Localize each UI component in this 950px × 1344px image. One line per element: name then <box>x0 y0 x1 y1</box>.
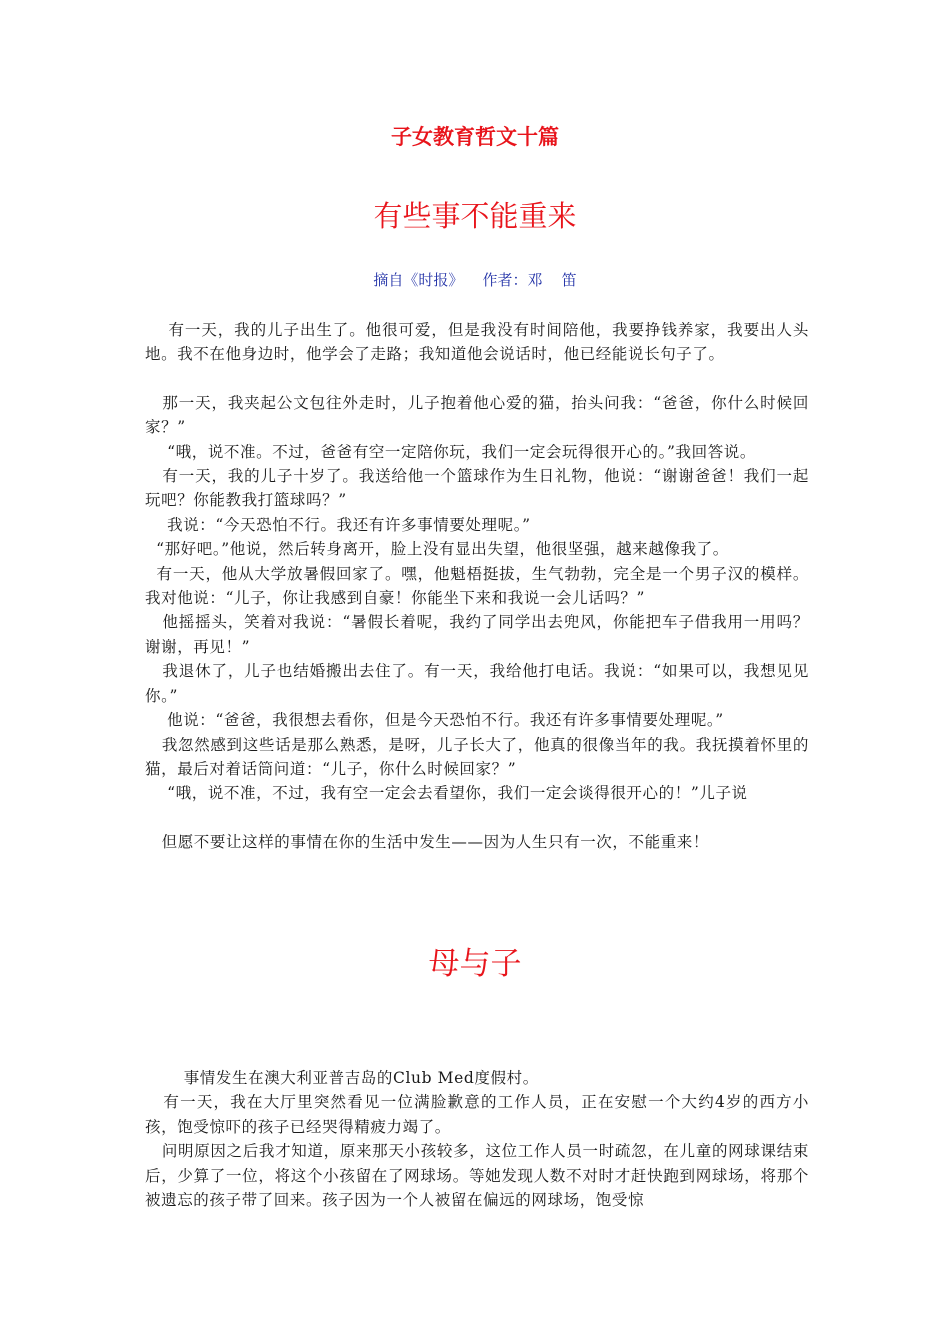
paragraph: “哦，说不准。不过，爸爸有空一定陪你玩，我们一定会玩得很开心的。”我回答说。 <box>145 442 757 461</box>
paragraph: 有一天，我的儿子出生了。他很可爱，但是我没有时间陪他，我要挣钱养家，我要出人头地。我不在他身边时，他学会了走路；我知道他会说话时，他已经能说长句子了。 <box>145 321 810 364</box>
story-byline: 摘自《时报》 作者：邓 笛 <box>373 271 577 289</box>
document-title: 子女教育哲文十篇 <box>391 124 559 149</box>
paragraph: 有一天，我的儿子十岁了。我送给他一个篮球作为生日礼物，他说：“谢谢爸爸！我们一起玩吧？你能教我打篮球吗？” <box>145 467 809 510</box>
story-title: 母与子 <box>428 946 522 982</box>
paragraph: 我退休了，儿子也结婚搬出去住了。有一天，我给他打电话。我说：“如果可以，我想见见你。” <box>145 662 809 705</box>
paragraph: 我说：“今天恐怕不行。我还有许多事情要处理呢。” <box>145 515 531 534</box>
story-body <box>145 1066 809 1212</box>
paragraph: 事情发生在澳大利亚普吉岛的Club Med度假村。 <box>145 1069 539 1087</box>
paragraph: 那一天，我夹起公文包往外走时，儿子抱着他心爱的猫，抬头问我：“爸爸，你什么时候回家？” <box>145 393 809 437</box>
paragraph: 他说：“爸爸，我很想去看你，但是今天恐怕不行。我还有许多事情要处理呢。” <box>145 711 724 730</box>
paragraph: 问明原因之后我才知道，原来那天小孩较多，这位工作人员一时疏忽，在儿童的网球课结束后，少算了一位，将这个小孩留在了网球场。等她发现人数不对时才赶快跑到网球场，将那个被遗忘的孩子带了回来。孩子因为一个人被留在偏远的网球场，饱受惊 <box>145 1142 809 1210</box>
story-body <box>145 318 809 854</box>
paragraph: 有一天，他从大学放暑假回家了。嘿，他魁梧挺拔，生气勃勃，完全是一个男子汉的模样。我对他说：“儿子，你让我感到自豪！你能坐下来和我说一会儿话吗？” <box>145 564 809 608</box>
paragraph: 我忽然感到这些话是那么熟悉，是呀，儿子长大了，他真的很像当年的我。我抚摸着怀里的猫，最后对着话筒问道：“儿子，你什么时候回家？” <box>145 735 809 778</box>
paragraph: 有一天，我在大厅里突然看见一位满脸歉意的工作人员，正在安慰一个大约4岁的西方小孩，饱受惊吓的孩子已经哭得精疲力竭了。 <box>145 1093 809 1136</box>
paragraph: 他摇摇头，笑着对我说：“暑假长着呢，我约了同学出去兜风，你能把车子借我用一用吗？谢谢，再见！” <box>145 613 809 656</box>
paragraph: “哦，说不准，不过，我有空一定会去看望你，我们一定会谈得很开心的！”儿子说 <box>145 784 748 803</box>
paragraph: “那好吧。”他说，然后转身离开，脸上没有显出失望，他很坚强，越来越像我了。 <box>145 540 729 559</box>
story-title: 有些事不能重来 <box>373 199 577 233</box>
closing-paragraph: 但愿不要让这样的事情在你的生活中发生——因为人生只有一次，不能重来！ <box>145 832 709 851</box>
